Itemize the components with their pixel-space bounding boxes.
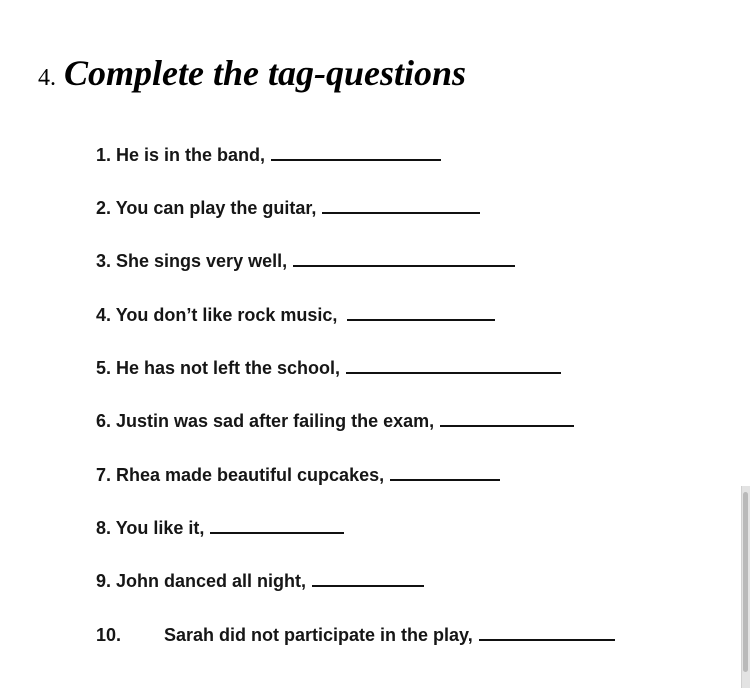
question-9 xyxy=(96,569,424,593)
answer-blank xyxy=(390,465,500,481)
question-text: 8. You like it, xyxy=(96,518,205,538)
question-5 xyxy=(96,356,561,380)
question-1 xyxy=(96,143,441,167)
exercise-title: Complete the tag-questions xyxy=(64,53,467,93)
question-3 xyxy=(96,249,515,273)
question-4 xyxy=(96,303,495,327)
question-text: 9. John danced all night, xyxy=(96,571,307,591)
answer-blank xyxy=(322,198,480,214)
question-text: 2. You can play the guitar, xyxy=(96,198,317,218)
question-text: 4. You don’t like rock music, xyxy=(96,305,338,325)
question-text: 1. He is in the band, xyxy=(96,145,266,165)
question-text: 3. She sings very well, xyxy=(96,251,288,271)
question-2 xyxy=(96,196,480,220)
answer-blank xyxy=(271,145,441,161)
scrollbar-thumb[interactable] xyxy=(743,492,748,672)
exercise-heading xyxy=(38,52,466,94)
answer-blank xyxy=(347,305,495,321)
question-10 xyxy=(96,623,615,647)
exercise-number: 4. xyxy=(38,65,56,91)
question-text: Sarah did not participate in the play, xyxy=(164,625,473,645)
vertical-scrollbar[interactable] xyxy=(741,486,750,688)
question-8 xyxy=(96,516,344,540)
answer-blank xyxy=(479,625,615,641)
question-text: 5. He has not left the school, xyxy=(96,358,341,378)
question-6 xyxy=(96,409,574,433)
question-text: 6. Justin was sad after failing the exam, xyxy=(96,411,435,431)
question-number: 10. xyxy=(96,625,122,645)
question-7 xyxy=(96,463,500,487)
answer-blank xyxy=(440,411,574,427)
answer-blank xyxy=(293,251,515,267)
answer-blank xyxy=(312,571,424,587)
question-text: 7. Rhea made beautiful cupcakes, xyxy=(96,465,385,485)
answer-blank xyxy=(346,358,561,374)
answer-blank xyxy=(210,518,344,534)
